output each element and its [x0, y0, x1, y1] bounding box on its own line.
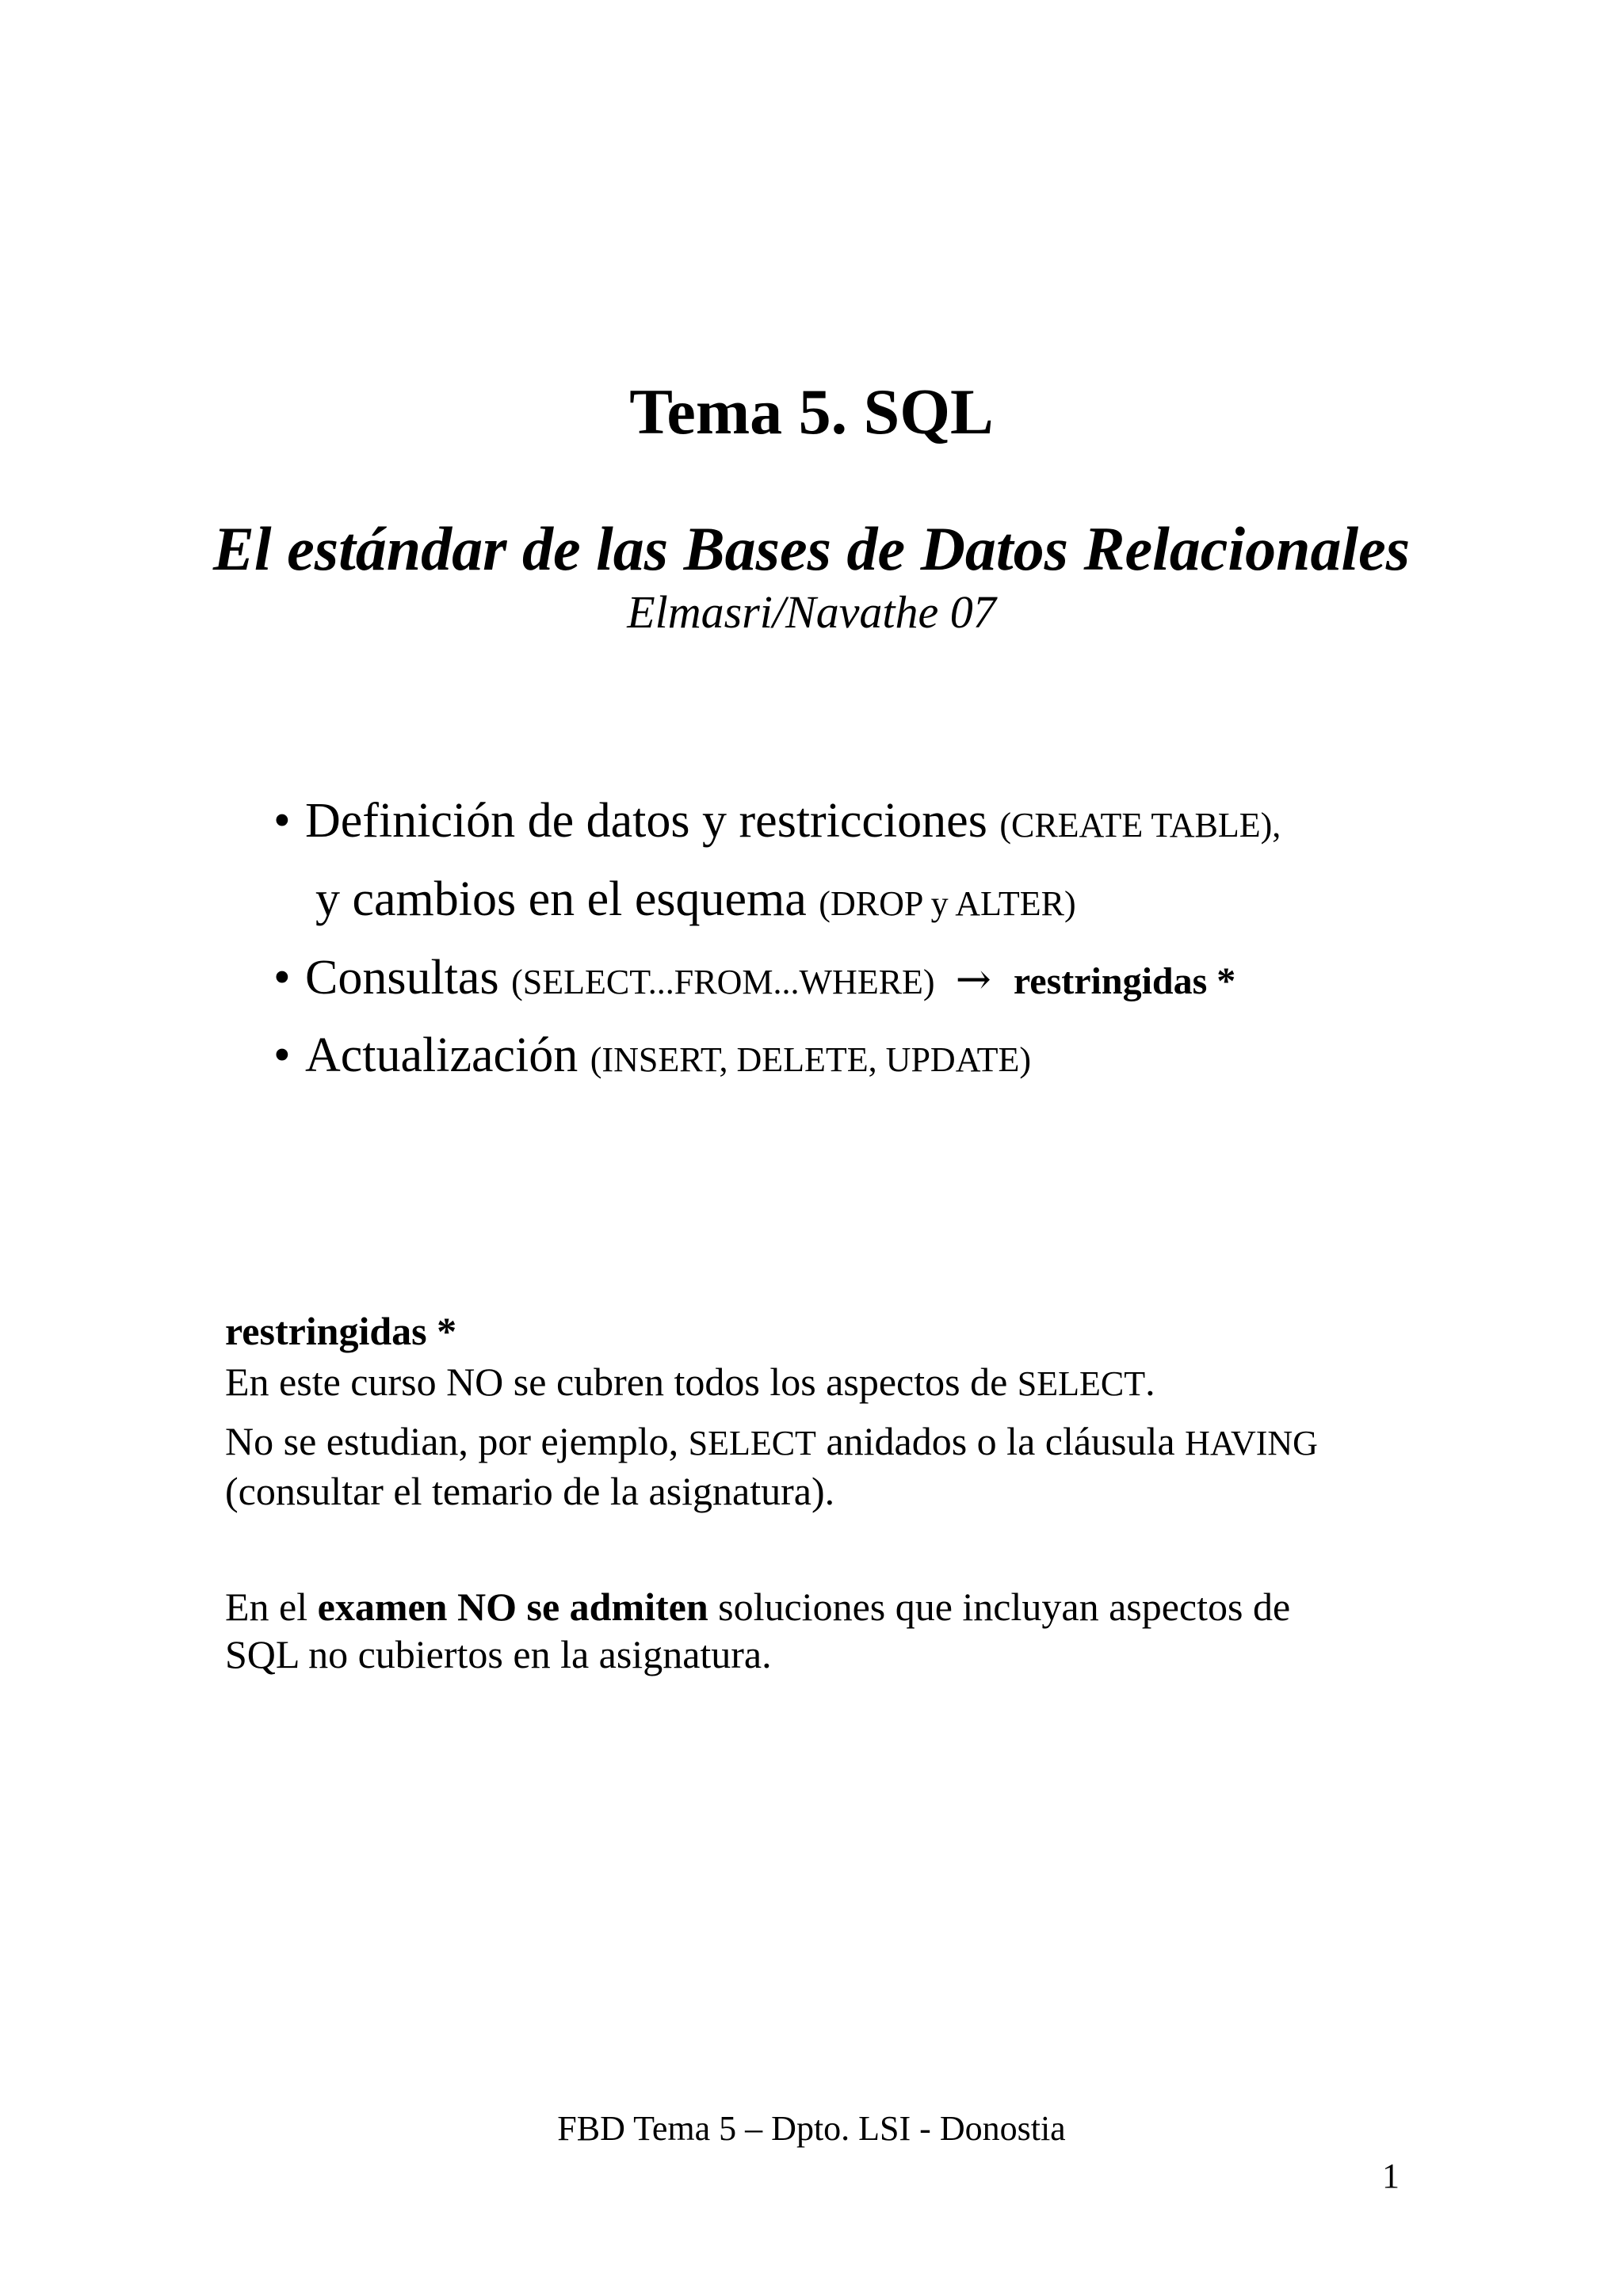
bullet-icon: • — [273, 951, 291, 1005]
bullet-detail: (SELECT...FROM...WHERE) — [511, 963, 935, 1001]
bullet-text: Actualización — [305, 1028, 579, 1082]
bullet-detail: (DROP y ALTER) — [819, 884, 1076, 923]
bullet-icon: • — [273, 794, 291, 848]
note-line-syllabus: (consultar el temario de la asignatura). — [225, 1469, 835, 1513]
bullet-detail: (CREATE TABLE), — [999, 806, 1281, 845]
bibliographic-reference: Elmasri/Navathe 07 — [627, 586, 996, 638]
note-line-examples: No se estudian, por ejemplo, SELECT anidados o la cláusula HAVING — [225, 1419, 1318, 1463]
bullet-text: y cambios en el esquema — [315, 872, 807, 926]
page-footer: FBD Tema 5 – Dpto. LSI - Donostia — [557, 2109, 1066, 2148]
exam-note — [225, 1583, 1461, 1678]
note-heading: restringidas * — [225, 1309, 457, 1353]
bullet-item-updates — [273, 1025, 1031, 1090]
page-title: Tema 5. SQL — [629, 376, 994, 448]
restricted-note-marker: restringidas * — [1013, 960, 1236, 1002]
bullet-item-queries — [273, 948, 1235, 1013]
restricted-note — [225, 1307, 1461, 1515]
bullet-icon: • — [273, 1028, 291, 1082]
page-subtitle: El estándar de las Bases de Datos Relacionales — [212, 514, 1411, 583]
note-line-coverage: En este curso NO se cubren todos los aspectos de SELECT. — [225, 1360, 1155, 1404]
page-number: 1 — [1382, 2157, 1400, 2195]
bullet-detail: (INSERT, DELETE, UPDATE) — [590, 1040, 1032, 1079]
bullet-item-schema-changes — [315, 869, 1076, 934]
exam-note-line2: SQL no cubiertos en la asignatura. — [225, 1632, 772, 1676]
bullet-item-data-definition — [273, 791, 1281, 856]
bullet-text: Definición de datos y restricciones — [305, 794, 987, 848]
bullet-text: Consultas — [305, 951, 499, 1005]
right-arrow-icon: → — [955, 954, 991, 1004]
exam-note-line1: En el examen NO se admiten soluciones que incluyan aspectos de — [225, 1585, 1291, 1629]
